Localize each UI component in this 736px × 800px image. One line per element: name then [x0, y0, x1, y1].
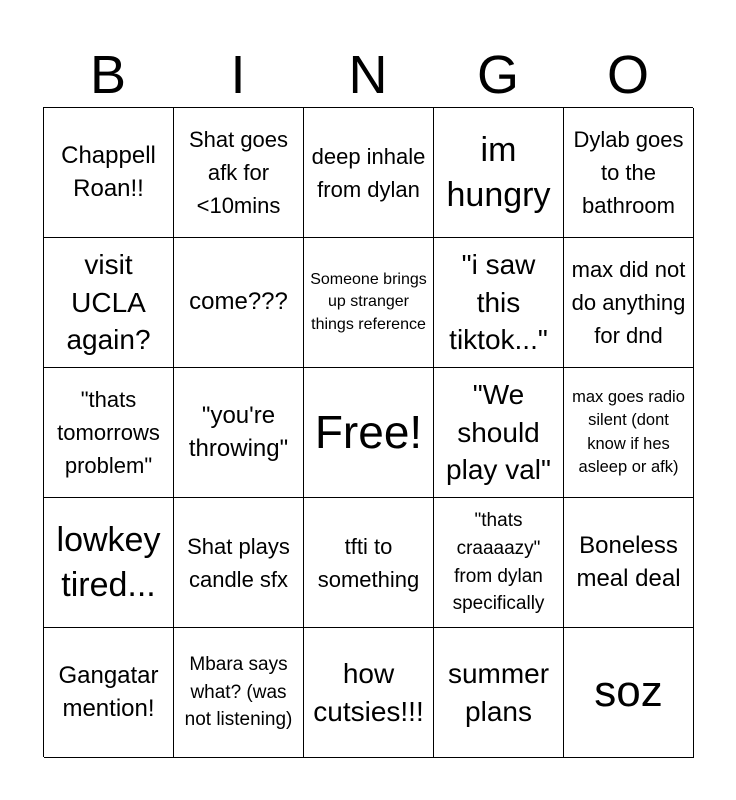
cell-text: "thats tomorrows problem" [57, 387, 160, 478]
bingo-cell[interactable] [434, 238, 564, 368]
cell-text: Chappell Roan!! [61, 142, 156, 202]
bingo-cell[interactable] [44, 108, 174, 238]
cell-text: max goes radio silent (dont know if hes asleep or afk) [572, 388, 685, 476]
header-letter-o: O [606, 45, 649, 105]
bingo-cell[interactable] [304, 628, 434, 758]
bingo-cell[interactable] [434, 498, 564, 628]
cell-text: max did not do anything for dnd [571, 257, 686, 348]
bingo-cell[interactable] [304, 238, 434, 368]
cell-text: how cutsies!!! [313, 657, 424, 727]
cell-text: im hungry [446, 131, 551, 214]
cell-text: soz [594, 667, 663, 717]
cell-text: visit UCLA again? [66, 248, 151, 356]
cell-text: Shat goes afk for <10mins [188, 127, 289, 218]
cell-text: "you're throwing" [188, 402, 289, 462]
cell-text: "thats craaaazy" from dylan specifically [452, 510, 545, 615]
header-letter-i: I [230, 45, 246, 105]
bingo-cell[interactable] [44, 368, 174, 498]
bingo-cell[interactable] [564, 238, 694, 368]
bingo-grid [43, 107, 693, 757]
cell-text: summer plans [447, 657, 550, 727]
bingo-cell[interactable] [174, 498, 304, 628]
cell-text: come??? [189, 288, 288, 316]
bingo-cell[interactable] [174, 108, 304, 238]
bingo-cell[interactable] [304, 108, 434, 238]
bingo-cell[interactable] [44, 238, 174, 368]
bingo-cell[interactable] [564, 628, 694, 758]
bingo-cell[interactable] [44, 498, 174, 628]
bingo-header [43, 42, 693, 108]
cell-text: deep inhale from dylan [311, 143, 426, 202]
bingo-cell[interactable] [564, 108, 694, 238]
header-letter-b: B [89, 45, 127, 105]
cell-text: Dylab goes to the bathroom [573, 127, 684, 218]
cell-text: "We should play val" [446, 378, 551, 486]
cell-text: "i saw this tiktok..." [449, 248, 548, 356]
cell-text: lowkey tired... [56, 521, 161, 604]
free-space-text: Free! [314, 405, 423, 458]
cell-text: Mbara says what? (was not listening) [184, 654, 293, 731]
cell-text: Shat plays candle sfx [187, 533, 290, 592]
free-space-cell[interactable] [304, 368, 434, 498]
bingo-cell[interactable] [174, 368, 304, 498]
bingo-cell[interactable] [434, 368, 564, 498]
bingo-cell[interactable] [564, 498, 694, 628]
header-letter-g: G [476, 45, 519, 105]
bingo-cell[interactable] [174, 238, 304, 368]
bingo-cell[interactable] [304, 498, 434, 628]
header-letter-n: N [348, 45, 388, 105]
bingo-cell[interactable] [434, 108, 564, 238]
cell-text: Someone brings up stranger things reference [310, 270, 427, 333]
cell-text: Gangatar mention! [58, 662, 159, 722]
cell-text: Boneless meal deal [576, 532, 681, 592]
bingo-cell[interactable] [44, 628, 174, 758]
bingo-cell[interactable] [434, 628, 564, 758]
cell-text: tfti to something [317, 533, 420, 592]
bingo-cell[interactable] [174, 628, 304, 758]
bingo-cell[interactable] [564, 368, 694, 498]
